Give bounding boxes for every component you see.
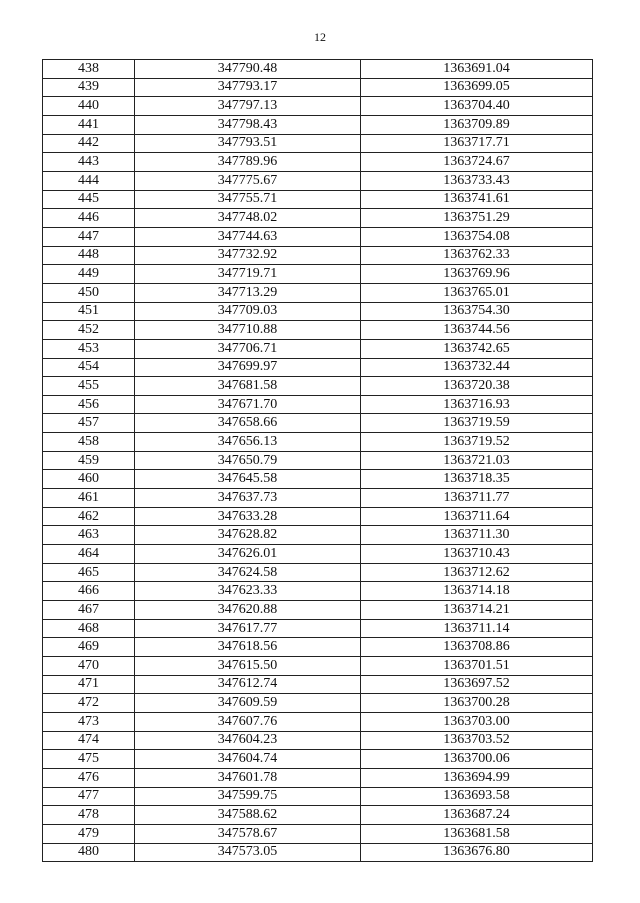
point-number-cell: 462 [43, 507, 135, 526]
table-row [43, 489, 593, 508]
table-row [43, 153, 593, 172]
y-coordinate-cell: 1363693.58 [361, 787, 593, 806]
point-number-cell: 441 [43, 115, 135, 134]
table-row [43, 768, 593, 787]
y-coordinate-cell: 1363700.06 [361, 750, 593, 769]
y-coordinate-cell: 1363701.51 [361, 657, 593, 676]
y-coordinate-cell: 1363751.29 [361, 209, 593, 228]
x-coordinate-cell: 347615.50 [135, 657, 361, 676]
table-row [43, 601, 593, 620]
table-row [43, 246, 593, 265]
x-coordinate-cell: 347599.75 [135, 787, 361, 806]
point-number-cell: 457 [43, 414, 135, 433]
point-number-cell: 449 [43, 265, 135, 284]
table-row [43, 712, 593, 731]
point-number-cell: 470 [43, 657, 135, 676]
x-coordinate-cell: 347797.13 [135, 97, 361, 116]
point-number-cell: 458 [43, 433, 135, 452]
table-row [43, 171, 593, 190]
table-row [43, 115, 593, 134]
point-number-cell: 469 [43, 638, 135, 657]
x-coordinate-cell: 347713.29 [135, 283, 361, 302]
y-coordinate-cell: 1363717.71 [361, 134, 593, 153]
point-number-cell: 476 [43, 768, 135, 787]
point-number-cell: 450 [43, 283, 135, 302]
table-row [43, 339, 593, 358]
x-coordinate-cell: 347755.71 [135, 190, 361, 209]
point-number-cell: 467 [43, 601, 135, 620]
x-coordinate-cell: 347578.67 [135, 824, 361, 843]
point-number-cell: 472 [43, 694, 135, 713]
x-coordinate-cell: 347620.88 [135, 601, 361, 620]
point-number-cell: 459 [43, 451, 135, 470]
point-number-cell: 453 [43, 339, 135, 358]
y-coordinate-cell: 1363710.43 [361, 545, 593, 564]
point-number-cell: 438 [43, 60, 135, 79]
y-coordinate-cell: 1363724.67 [361, 153, 593, 172]
x-coordinate-cell: 347624.58 [135, 563, 361, 582]
y-coordinate-cell: 1363711.14 [361, 619, 593, 638]
table-row [43, 470, 593, 489]
point-number-cell: 443 [43, 153, 135, 172]
y-coordinate-cell: 1363714.21 [361, 601, 593, 620]
x-coordinate-cell: 347604.74 [135, 750, 361, 769]
y-coordinate-cell: 1363697.52 [361, 675, 593, 694]
y-coordinate-cell: 1363719.59 [361, 414, 593, 433]
table-row [43, 190, 593, 209]
y-coordinate-cell: 1363714.18 [361, 582, 593, 601]
table-row [43, 358, 593, 377]
point-number-cell: 468 [43, 619, 135, 638]
x-coordinate-cell: 347789.96 [135, 153, 361, 172]
point-number-cell: 479 [43, 824, 135, 843]
table-row [43, 209, 593, 228]
x-coordinate-cell: 347681.58 [135, 377, 361, 396]
y-coordinate-cell: 1363699.05 [361, 78, 593, 97]
point-number-cell: 477 [43, 787, 135, 806]
table-row [43, 619, 593, 638]
x-coordinate-cell: 347710.88 [135, 321, 361, 340]
table-row [43, 582, 593, 601]
x-coordinate-cell: 347732.92 [135, 246, 361, 265]
y-coordinate-cell: 1363733.43 [361, 171, 593, 190]
table-row [43, 302, 593, 321]
y-coordinate-cell: 1363681.58 [361, 824, 593, 843]
table-row [43, 694, 593, 713]
x-coordinate-cell: 347588.62 [135, 806, 361, 825]
table-row [43, 563, 593, 582]
x-coordinate-cell: 347658.66 [135, 414, 361, 433]
point-number-cell: 463 [43, 526, 135, 545]
point-number-cell: 448 [43, 246, 135, 265]
table-row [43, 227, 593, 246]
x-coordinate-cell: 347601.78 [135, 768, 361, 787]
table-row [43, 414, 593, 433]
y-coordinate-cell: 1363769.96 [361, 265, 593, 284]
x-coordinate-cell: 347798.43 [135, 115, 361, 134]
x-coordinate-cell: 347609.59 [135, 694, 361, 713]
y-coordinate-cell: 1363704.40 [361, 97, 593, 116]
x-coordinate-cell: 347612.74 [135, 675, 361, 694]
y-coordinate-cell: 1363712.62 [361, 563, 593, 582]
x-coordinate-cell: 347637.73 [135, 489, 361, 508]
point-number-cell: 480 [43, 843, 135, 862]
point-number-cell: 465 [43, 563, 135, 582]
point-number-cell: 475 [43, 750, 135, 769]
point-number-cell: 460 [43, 470, 135, 489]
y-coordinate-cell: 1363718.35 [361, 470, 593, 489]
x-coordinate-cell: 347650.79 [135, 451, 361, 470]
y-coordinate-cell: 1363711.77 [361, 489, 593, 508]
point-number-cell: 451 [43, 302, 135, 321]
point-number-cell: 466 [43, 582, 135, 601]
x-coordinate-cell: 347623.33 [135, 582, 361, 601]
x-coordinate-cell: 347699.97 [135, 358, 361, 377]
table-row [43, 451, 593, 470]
y-coordinate-cell: 1363703.52 [361, 731, 593, 750]
point-number-cell: 471 [43, 675, 135, 694]
table-row [43, 526, 593, 545]
table-row [43, 750, 593, 769]
table-row [43, 134, 593, 153]
point-number-cell: 454 [43, 358, 135, 377]
x-coordinate-cell: 347748.02 [135, 209, 361, 228]
point-number-cell: 464 [43, 545, 135, 564]
table-row [43, 824, 593, 843]
x-coordinate-cell: 347790.48 [135, 60, 361, 79]
y-coordinate-cell: 1363721.03 [361, 451, 593, 470]
x-coordinate-cell: 347604.23 [135, 731, 361, 750]
table-row [43, 265, 593, 284]
y-coordinate-cell: 1363754.30 [361, 302, 593, 321]
table-row [43, 675, 593, 694]
point-number-cell: 440 [43, 97, 135, 116]
y-coordinate-cell: 1363742.65 [361, 339, 593, 358]
x-coordinate-cell: 347626.01 [135, 545, 361, 564]
point-number-cell: 473 [43, 712, 135, 731]
y-coordinate-cell: 1363676.80 [361, 843, 593, 862]
x-coordinate-cell: 347709.03 [135, 302, 361, 321]
y-coordinate-cell: 1363711.64 [361, 507, 593, 526]
point-number-cell: 445 [43, 190, 135, 209]
point-number-cell: 439 [43, 78, 135, 97]
y-coordinate-cell: 1363719.52 [361, 433, 593, 452]
coordinates-table-body [43, 60, 593, 862]
y-coordinate-cell: 1363716.93 [361, 395, 593, 414]
x-coordinate-cell: 347706.71 [135, 339, 361, 358]
x-coordinate-cell: 347775.67 [135, 171, 361, 190]
table-row [43, 377, 593, 396]
table-row [43, 395, 593, 414]
y-coordinate-cell: 1363711.30 [361, 526, 593, 545]
point-number-cell: 474 [43, 731, 135, 750]
y-coordinate-cell: 1363762.33 [361, 246, 593, 265]
table-row [43, 97, 593, 116]
table-row [43, 283, 593, 302]
point-number-cell: 455 [43, 377, 135, 396]
y-coordinate-cell: 1363709.89 [361, 115, 593, 134]
point-number-cell: 444 [43, 171, 135, 190]
y-coordinate-cell: 1363703.00 [361, 712, 593, 731]
y-coordinate-cell: 1363687.24 [361, 806, 593, 825]
table-row [43, 78, 593, 97]
y-coordinate-cell: 1363741.61 [361, 190, 593, 209]
x-coordinate-cell: 347633.28 [135, 507, 361, 526]
point-number-cell: 446 [43, 209, 135, 228]
y-coordinate-cell: 1363700.28 [361, 694, 593, 713]
page-number: 12 [314, 30, 326, 44]
point-number-cell: 447 [43, 227, 135, 246]
x-coordinate-cell: 347628.82 [135, 526, 361, 545]
table-row [43, 731, 593, 750]
y-coordinate-cell: 1363694.99 [361, 768, 593, 787]
table-row [43, 433, 593, 452]
x-coordinate-cell: 347645.58 [135, 470, 361, 489]
x-coordinate-cell: 347719.71 [135, 265, 361, 284]
x-coordinate-cell: 347617.77 [135, 619, 361, 638]
table-row [43, 60, 593, 79]
table-row [43, 787, 593, 806]
point-number-cell: 461 [43, 489, 135, 508]
point-number-cell: 478 [43, 806, 135, 825]
y-coordinate-cell: 1363765.01 [361, 283, 593, 302]
x-coordinate-cell: 347744.63 [135, 227, 361, 246]
table-row [43, 806, 593, 825]
table-row [43, 321, 593, 340]
table-row [43, 507, 593, 526]
table-row [43, 638, 593, 657]
x-coordinate-cell: 347618.56 [135, 638, 361, 657]
table-row [43, 843, 593, 862]
x-coordinate-cell: 347607.76 [135, 712, 361, 731]
y-coordinate-cell: 1363720.38 [361, 377, 593, 396]
point-number-cell: 442 [43, 134, 135, 153]
y-coordinate-cell: 1363732.44 [361, 358, 593, 377]
y-coordinate-cell: 1363708.86 [361, 638, 593, 657]
x-coordinate-cell: 347656.13 [135, 433, 361, 452]
y-coordinate-cell: 1363754.08 [361, 227, 593, 246]
y-coordinate-cell: 1363744.56 [361, 321, 593, 340]
x-coordinate-cell: 347793.51 [135, 134, 361, 153]
table-row [43, 657, 593, 676]
x-coordinate-cell: 347573.05 [135, 843, 361, 862]
x-coordinate-cell: 347671.70 [135, 395, 361, 414]
table-row [43, 545, 593, 564]
y-coordinate-cell: 1363691.04 [361, 60, 593, 79]
x-coordinate-cell: 347793.17 [135, 78, 361, 97]
point-number-cell: 456 [43, 395, 135, 414]
coordinates-table [42, 59, 593, 862]
point-number-cell: 452 [43, 321, 135, 340]
